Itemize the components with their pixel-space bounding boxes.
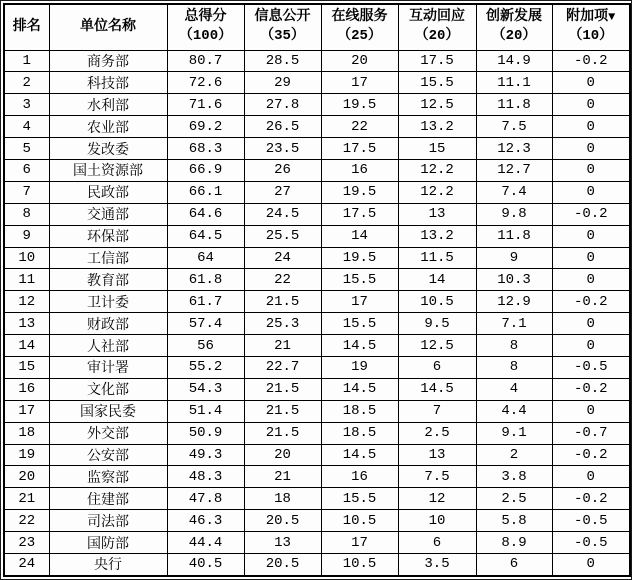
table-row xyxy=(4,94,630,116)
col-header-label: 单位名称 xyxy=(80,18,136,35)
table-row xyxy=(4,159,630,181)
rank-cell: 23 xyxy=(4,532,49,554)
unit-name-cell: 民政部 xyxy=(49,181,167,203)
info-disclosure-cell: 23.5 xyxy=(244,138,321,160)
unit-name-cell: 国家民委 xyxy=(49,400,167,422)
additional-item-cell: -0.2 xyxy=(552,291,630,313)
table-body xyxy=(4,50,630,576)
info-disclosure-cell: 24 xyxy=(244,247,321,269)
info-disclosure-cell: 22 xyxy=(244,269,321,291)
table-row xyxy=(4,466,630,488)
info-disclosure-cell: 27.8 xyxy=(244,94,321,116)
unit-name-cell: 文化部 xyxy=(49,378,167,400)
unit-name-cell: 住建部 xyxy=(49,488,167,510)
rank-cell: 18 xyxy=(4,422,49,444)
col-header-additional-item[interactable] xyxy=(552,4,630,50)
online-service-cell: 15.5 xyxy=(321,488,398,510)
info-disclosure-cell: 21.5 xyxy=(244,291,321,313)
rank-cell: 2 xyxy=(4,72,49,94)
info-disclosure-cell: 21.5 xyxy=(244,422,321,444)
table-row xyxy=(4,510,630,532)
online-service-cell: 17.5 xyxy=(321,138,398,160)
total-score-cell: 50.9 xyxy=(167,422,244,444)
rank-cell: 19 xyxy=(4,444,49,466)
col-header-info-disclosure xyxy=(244,4,321,50)
rank-cell: 12 xyxy=(4,291,49,313)
innovation-development-cell: 4 xyxy=(476,378,552,400)
col-header-label: 总得分 xyxy=(184,9,227,26)
additional-item-cell: -0.5 xyxy=(552,510,630,532)
online-service-cell: 22 xyxy=(321,116,398,138)
table-row xyxy=(4,488,630,510)
unit-name-cell: 水利部 xyxy=(49,94,167,116)
rank-cell: 3 xyxy=(4,94,49,116)
info-disclosure-cell: 20.5 xyxy=(244,553,321,576)
total-score-cell: 61.7 xyxy=(167,291,244,313)
additional-item-cell: 0 xyxy=(552,247,630,269)
total-score-cell: 54.3 xyxy=(167,378,244,400)
rank-cell: 15 xyxy=(4,356,49,378)
total-score-cell: 51.4 xyxy=(167,400,244,422)
total-score-cell: 64.5 xyxy=(167,225,244,247)
interaction-response-cell: 14.5 xyxy=(398,378,476,400)
col-header-sub: （10） xyxy=(568,28,614,45)
innovation-development-cell: 14.9 xyxy=(476,50,552,72)
interaction-response-cell: 11.5 xyxy=(398,247,476,269)
total-score-cell: 57.4 xyxy=(167,313,244,335)
total-score-cell: 80.7 xyxy=(167,50,244,72)
innovation-development-cell: 12.7 xyxy=(476,159,552,181)
interaction-response-cell: 15.5 xyxy=(398,72,476,94)
online-service-cell: 14 xyxy=(321,225,398,247)
unit-name-cell: 人社部 xyxy=(49,335,167,357)
col-header-label: 排名 xyxy=(12,18,41,35)
innovation-development-cell: 9.1 xyxy=(476,422,552,444)
unit-name-cell: 农业部 xyxy=(49,116,167,138)
additional-item-cell: 0 xyxy=(552,553,630,576)
additional-item-cell: -0.5 xyxy=(552,532,630,554)
table-row xyxy=(4,356,630,378)
col-header-label: 互动回应 xyxy=(409,9,465,26)
rank-cell: 6 xyxy=(4,159,49,181)
interaction-response-cell: 7.5 xyxy=(398,466,476,488)
table-row xyxy=(4,553,630,576)
info-disclosure-cell: 21 xyxy=(244,335,321,357)
online-service-cell: 10.5 xyxy=(321,510,398,532)
innovation-development-cell: 12.3 xyxy=(476,138,552,160)
col-header-innovation-development xyxy=(476,4,552,50)
unit-name-cell: 公安部 xyxy=(49,444,167,466)
online-service-cell: 15.5 xyxy=(321,269,398,291)
additional-item-cell: 0 xyxy=(552,225,630,247)
interaction-response-cell: 3.5 xyxy=(398,553,476,576)
innovation-development-cell: 7.1 xyxy=(476,313,552,335)
interaction-response-cell: 12 xyxy=(398,488,476,510)
rank-cell: 5 xyxy=(4,138,49,160)
innovation-development-cell: 7.4 xyxy=(476,181,552,203)
interaction-response-cell: 12.5 xyxy=(398,335,476,357)
total-score-cell: 44.4 xyxy=(167,532,244,554)
unit-name-cell: 商务部 xyxy=(49,50,167,72)
total-score-cell: 55.2 xyxy=(167,356,244,378)
rank-cell: 8 xyxy=(4,203,49,225)
info-disclosure-cell: 21 xyxy=(244,466,321,488)
unit-name-cell: 国土资源部 xyxy=(49,159,167,181)
table-row xyxy=(4,72,630,94)
interaction-response-cell: 10.5 xyxy=(398,291,476,313)
rank-cell: 7 xyxy=(4,181,49,203)
unit-name-cell: 央行 xyxy=(49,553,167,576)
interaction-response-cell: 7 xyxy=(398,400,476,422)
info-disclosure-cell: 27 xyxy=(244,181,321,203)
interaction-response-cell: 9.5 xyxy=(398,313,476,335)
total-score-cell: 48.3 xyxy=(167,466,244,488)
additional-item-cell: 0 xyxy=(552,159,630,181)
total-score-cell: 61.8 xyxy=(167,269,244,291)
online-service-cell: 16 xyxy=(321,466,398,488)
rank-cell: 24 xyxy=(4,553,49,576)
additional-item-cell: 0 xyxy=(552,335,630,357)
table-row xyxy=(4,50,630,72)
col-header-label: 信息公开 xyxy=(254,9,311,26)
col-header-unit-name xyxy=(49,4,167,50)
additional-item-cell: 0 xyxy=(552,181,630,203)
innovation-development-cell: 12.9 xyxy=(476,291,552,313)
online-service-cell: 17 xyxy=(321,72,398,94)
col-header-sub: （20） xyxy=(491,28,537,45)
online-service-cell: 14.5 xyxy=(321,444,398,466)
rank-cell: 13 xyxy=(4,313,49,335)
additional-item-cell: -0.2 xyxy=(552,50,630,72)
rank-cell: 22 xyxy=(4,510,49,532)
table-row xyxy=(4,532,630,554)
table-row xyxy=(4,291,630,313)
rank-cell: 10 xyxy=(4,247,49,269)
interaction-response-cell: 12.2 xyxy=(398,159,476,181)
total-score-cell: 66.9 xyxy=(167,159,244,181)
total-score-cell: 46.3 xyxy=(167,510,244,532)
total-score-cell: 47.8 xyxy=(167,488,244,510)
table-row xyxy=(4,335,630,357)
interaction-response-cell: 15 xyxy=(398,138,476,160)
interaction-response-cell: 2.5 xyxy=(398,422,476,444)
interaction-response-cell: 6 xyxy=(398,532,476,554)
unit-name-cell: 环保部 xyxy=(49,225,167,247)
online-service-cell: 19.5 xyxy=(321,247,398,269)
additional-item-cell: -0.7 xyxy=(552,422,630,444)
info-disclosure-cell: 26 xyxy=(244,159,321,181)
table-row xyxy=(4,422,630,444)
info-disclosure-cell: 18 xyxy=(244,488,321,510)
rank-cell: 11 xyxy=(4,269,49,291)
additional-item-cell: 0 xyxy=(552,466,630,488)
col-header-interaction-response xyxy=(398,4,476,50)
total-score-cell: 71.6 xyxy=(167,94,244,116)
online-service-cell: 10.5 xyxy=(321,553,398,576)
col-header-sub: （25） xyxy=(337,28,382,45)
col-header-sub: （20） xyxy=(414,28,460,45)
info-disclosure-cell: 25.5 xyxy=(244,225,321,247)
info-disclosure-cell: 26.5 xyxy=(244,116,321,138)
table-row xyxy=(4,247,630,269)
sort-descending-icon: ▼ xyxy=(608,10,616,25)
innovation-development-cell: 5.8 xyxy=(476,510,552,532)
interaction-response-cell: 14 xyxy=(398,269,476,291)
online-service-cell: 20 xyxy=(321,50,398,72)
online-service-cell: 16 xyxy=(321,159,398,181)
info-disclosure-cell: 13 xyxy=(244,532,321,554)
total-score-cell: 66.1 xyxy=(167,181,244,203)
info-disclosure-cell: 22.7 xyxy=(244,356,321,378)
table-row xyxy=(4,313,630,335)
interaction-response-cell: 13.2 xyxy=(398,116,476,138)
unit-name-cell: 交通部 xyxy=(49,203,167,225)
info-disclosure-cell: 29 xyxy=(244,72,321,94)
additional-item-cell: 0 xyxy=(552,400,630,422)
interaction-response-cell: 13 xyxy=(398,203,476,225)
innovation-development-cell: 11.1 xyxy=(476,72,552,94)
col-header-label: 在线服务 xyxy=(331,9,388,26)
header-row xyxy=(4,4,630,50)
table-row xyxy=(4,225,630,247)
innovation-development-cell: 9 xyxy=(476,247,552,269)
table-row xyxy=(4,269,630,291)
innovation-development-cell: 8.9 xyxy=(476,532,552,554)
col-header-rank xyxy=(4,4,49,50)
unit-name-cell: 监察部 xyxy=(49,466,167,488)
rank-cell: 17 xyxy=(4,400,49,422)
total-score-cell: 72.6 xyxy=(167,72,244,94)
online-service-cell: 17 xyxy=(321,291,398,313)
additional-item-cell: 0 xyxy=(552,116,630,138)
additional-item-cell: -0.2 xyxy=(552,444,630,466)
additional-item-cell: -0.2 xyxy=(552,378,630,400)
info-disclosure-cell: 25.3 xyxy=(244,313,321,335)
innovation-development-cell: 9.8 xyxy=(476,203,552,225)
additional-item-cell: -0.2 xyxy=(552,203,630,225)
additional-item-cell: -0.5 xyxy=(552,356,630,378)
interaction-response-cell: 12.2 xyxy=(398,181,476,203)
online-service-cell: 17.5 xyxy=(321,203,398,225)
unit-name-cell: 发改委 xyxy=(49,138,167,160)
interaction-response-cell: 10 xyxy=(398,510,476,532)
interaction-response-cell: 6 xyxy=(398,356,476,378)
innovation-development-cell: 11.8 xyxy=(476,225,552,247)
innovation-development-cell: 7.5 xyxy=(476,116,552,138)
total-score-cell: 64.6 xyxy=(167,203,244,225)
unit-name-cell: 国防部 xyxy=(49,532,167,554)
table-row xyxy=(4,203,630,225)
unit-name-cell: 教育部 xyxy=(49,269,167,291)
total-score-cell: 64 xyxy=(167,247,244,269)
online-service-cell: 19 xyxy=(321,356,398,378)
col-header-label: 附加项 xyxy=(566,9,609,26)
online-service-cell: 14.5 xyxy=(321,335,398,357)
online-service-cell: 19.5 xyxy=(321,94,398,116)
innovation-development-cell: 8 xyxy=(476,356,552,378)
table-row xyxy=(4,181,630,203)
info-disclosure-cell: 28.5 xyxy=(244,50,321,72)
info-disclosure-cell: 21.5 xyxy=(244,400,321,422)
unit-name-cell: 工信部 xyxy=(49,247,167,269)
total-score-cell: 40.5 xyxy=(167,553,244,576)
rank-cell: 1 xyxy=(4,50,49,72)
online-service-cell: 18.5 xyxy=(321,422,398,444)
online-service-cell: 15.5 xyxy=(321,313,398,335)
additional-item-cell: 0 xyxy=(552,269,630,291)
online-service-cell: 17 xyxy=(321,532,398,554)
online-service-cell: 14.5 xyxy=(321,378,398,400)
info-disclosure-cell: 24.5 xyxy=(244,203,321,225)
info-disclosure-cell: 20 xyxy=(244,444,321,466)
table-row xyxy=(4,116,630,138)
innovation-development-cell: 2 xyxy=(476,444,552,466)
info-disclosure-cell: 20.5 xyxy=(244,510,321,532)
innovation-development-cell: 2.5 xyxy=(476,488,552,510)
col-header-total-score xyxy=(167,4,244,50)
table-row xyxy=(4,400,630,422)
score-table xyxy=(3,3,631,577)
interaction-response-cell: 12.5 xyxy=(398,94,476,116)
table-header xyxy=(4,4,630,50)
col-header-sub: （35） xyxy=(260,28,305,45)
rank-cell: 20 xyxy=(4,466,49,488)
innovation-development-cell: 3.8 xyxy=(476,466,552,488)
total-score-cell: 68.3 xyxy=(167,138,244,160)
unit-name-cell: 财政部 xyxy=(49,313,167,335)
unit-name-cell: 司法部 xyxy=(49,510,167,532)
table-row xyxy=(4,138,630,160)
rank-cell: 4 xyxy=(4,116,49,138)
additional-item-cell: 0 xyxy=(552,94,630,116)
col-header-label: 创新发展 xyxy=(486,9,542,26)
unit-name-cell: 审计署 xyxy=(49,356,167,378)
total-score-cell: 56 xyxy=(167,335,244,357)
total-score-cell: 49.3 xyxy=(167,444,244,466)
online-service-cell: 18.5 xyxy=(321,400,398,422)
unit-name-cell: 科技部 xyxy=(49,72,167,94)
additional-item-cell: 0 xyxy=(552,138,630,160)
col-header-online-service xyxy=(321,4,398,50)
additional-item-cell: 0 xyxy=(552,72,630,94)
additional-item-cell: -0.2 xyxy=(552,488,630,510)
total-score-cell: 69.2 xyxy=(167,116,244,138)
rank-cell: 14 xyxy=(4,335,49,357)
info-disclosure-cell: 21.5 xyxy=(244,378,321,400)
innovation-development-cell: 8 xyxy=(476,335,552,357)
additional-item-cell: 0 xyxy=(552,313,630,335)
table-row xyxy=(4,378,630,400)
unit-name-cell: 卫计委 xyxy=(49,291,167,313)
unit-name-cell: 外交部 xyxy=(49,422,167,444)
innovation-development-cell: 6 xyxy=(476,553,552,576)
online-service-cell: 19.5 xyxy=(321,181,398,203)
rank-cell: 16 xyxy=(4,378,49,400)
innovation-development-cell: 4.4 xyxy=(476,400,552,422)
col-header-sub: （100） xyxy=(178,28,233,45)
rank-cell: 9 xyxy=(4,225,49,247)
interaction-response-cell: 13 xyxy=(398,444,476,466)
innovation-development-cell: 10.3 xyxy=(476,269,552,291)
interaction-response-cell: 13.2 xyxy=(398,225,476,247)
table-row xyxy=(4,444,630,466)
interaction-response-cell: 17.5 xyxy=(398,50,476,72)
innovation-development-cell: 11.8 xyxy=(476,94,552,116)
rank-cell: 21 xyxy=(4,488,49,510)
